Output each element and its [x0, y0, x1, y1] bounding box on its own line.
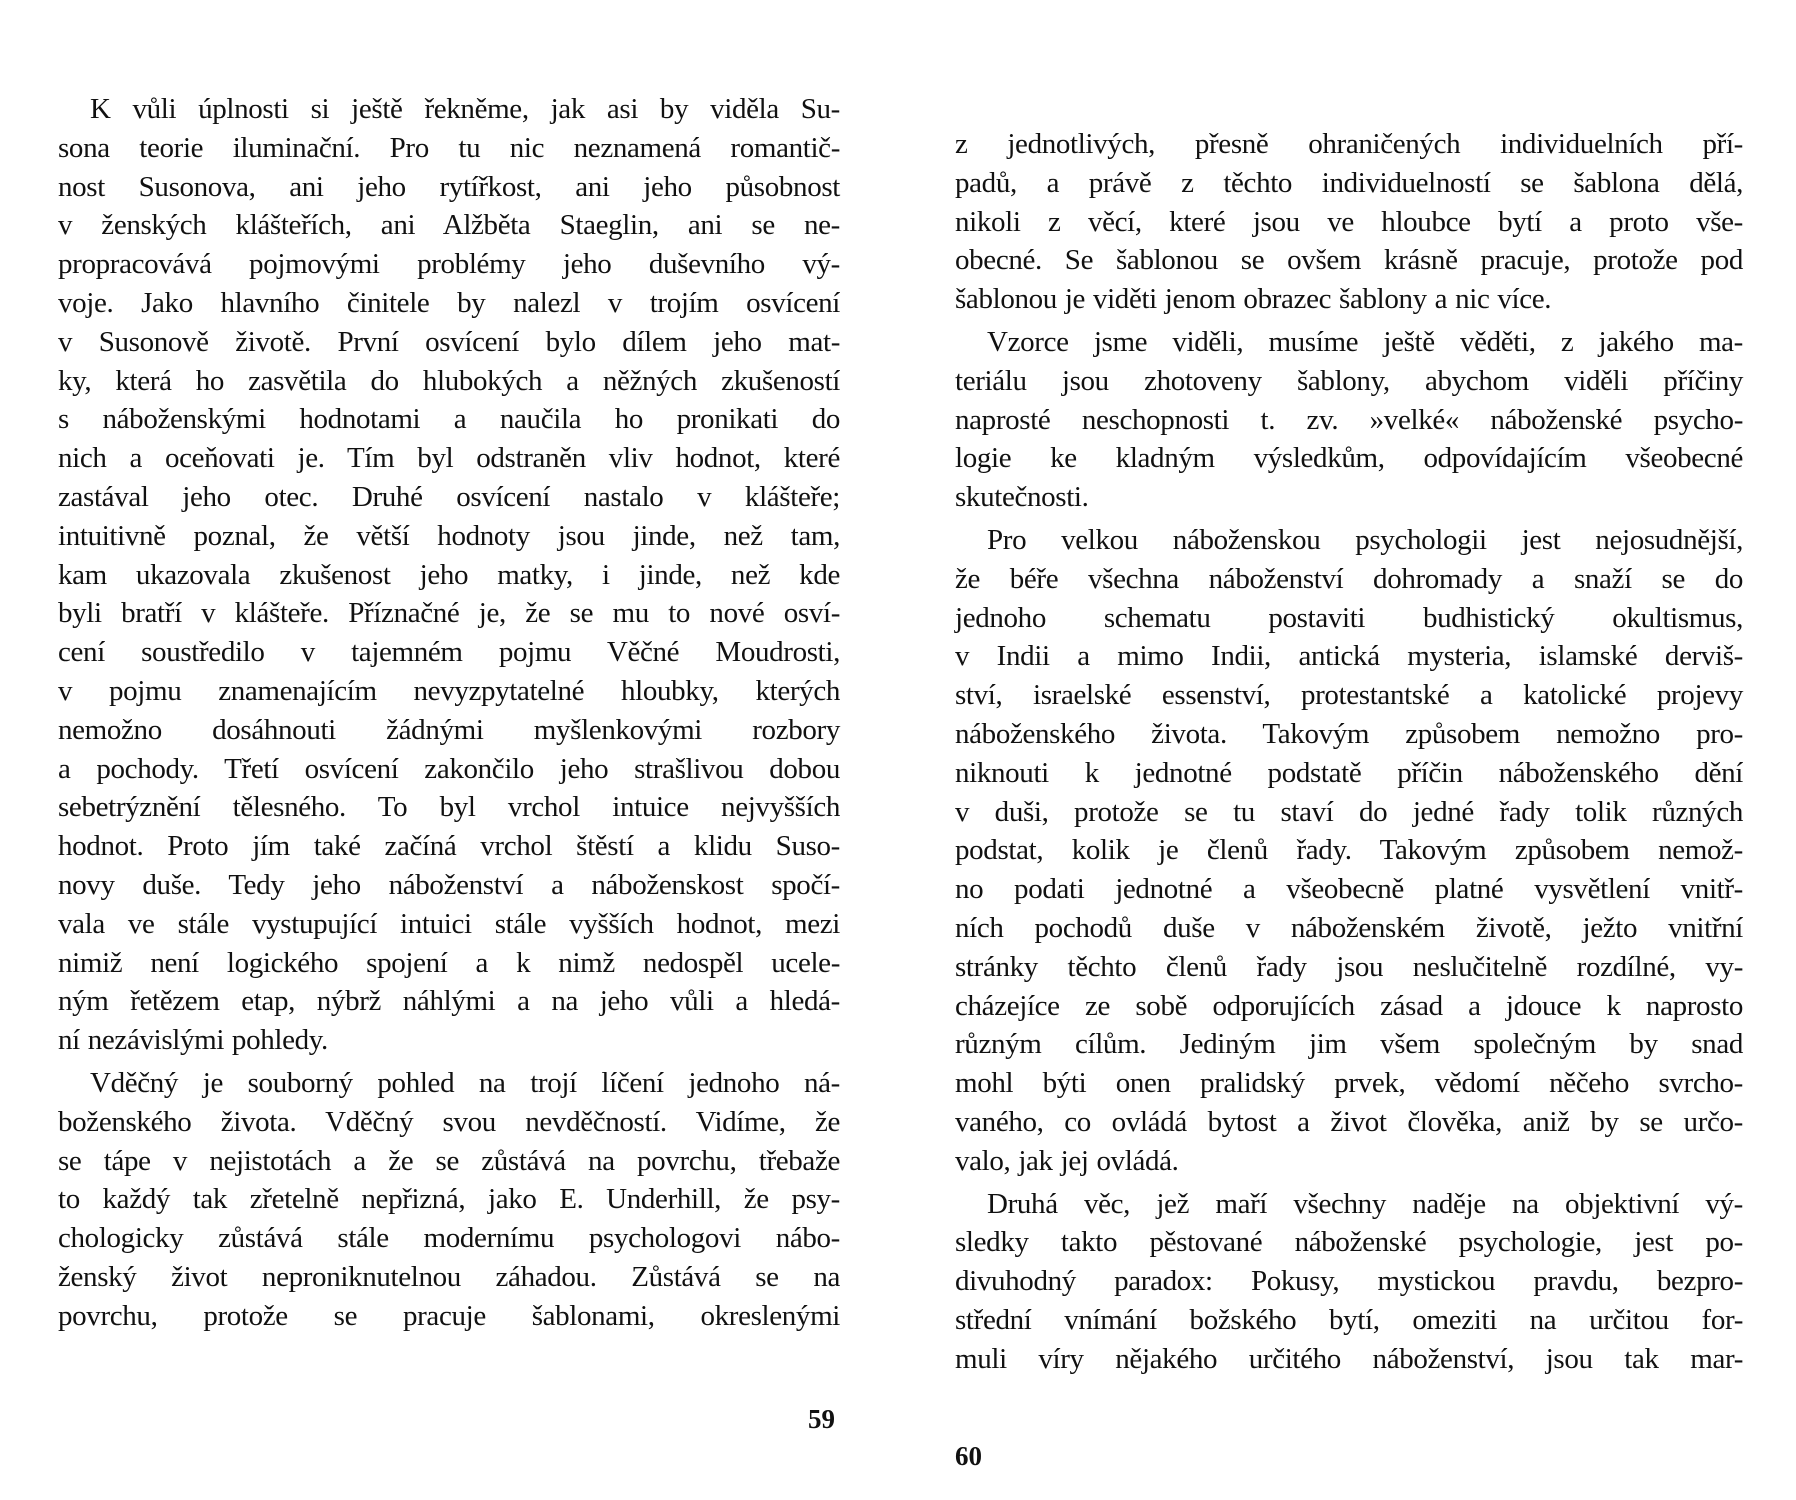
text-line: skutečnosti.: [955, 481, 1089, 514]
paragraph: [58, 1064, 840, 1336]
text-line: stránky těchto členů řady jsou neslučitelně rozdílné, vy-: [955, 950, 1743, 983]
text-line: v Susonově životě. První osvícení bylo dílem jeho mat-: [58, 325, 840, 358]
text-column-right: [955, 125, 1743, 1379]
text-line: ství, israelské essenství, protestantské a katolické projevy: [955, 679, 1743, 712]
page-number-60: 60: [955, 1441, 982, 1471]
text-line: no podati jednotné a všeobecně platné vysvětlení vnitř-: [955, 873, 1743, 906]
text-line: K vůli úplnosti si ještě řekněme, jak asi by viděla Su-: [90, 93, 840, 125]
text-line: sledky takto pěstované náboženské psychologie, jest po-: [955, 1226, 1743, 1259]
text-line: divuhodný paradox: Pokusy, mystickou pravdu, bezpro-: [955, 1265, 1743, 1298]
text-line: náboženského života. Takovým způsobem nemožno pro-: [955, 717, 1743, 750]
text-line: šablonou je viděti jenom obrazec šablony a nic více.: [955, 283, 1552, 316]
text-line: teriálu jsou zhotoveny šablony, abychom viděli příčiny: [955, 364, 1743, 397]
text-line: z jednotlivých, přesně ohraničených individuelních pří-: [955, 128, 1743, 160]
text-line: sona teorie iluminační. Pro tu nic neznamená romantič-: [58, 131, 840, 164]
text-line: mohl býti onen pralidský prvek, vědomí něčeho svrcho-: [955, 1067, 1743, 1100]
text-line: a pochody. Třetí osvícení zakončilo jeho strašlivou dobou: [58, 752, 840, 785]
paragraph: [955, 125, 1743, 319]
text-line: vaného, co ovládá bytost a život člověka, aniž by se určo-: [955, 1105, 1743, 1138]
text-line: naprosté neschopnosti t. zv. »velké« náboženské psycho-: [955, 403, 1743, 436]
text-line: to každý tak zřetelně nepřizná, jako E. Underhill, že psy-: [58, 1183, 840, 1216]
text-line: nost Susonova, ani jeho rytířkost, ani jeho působnost: [58, 170, 840, 203]
text-line: propracovává pojmovými problémy jeho duševního vý-: [58, 248, 840, 281]
text-line: sebetrýznění tělesného. To byl vrchol intuice nejvyšších: [58, 791, 840, 824]
text-line: padů, a právě z těchto individuelností se šablona dělá,: [955, 166, 1743, 199]
text-line: valo, jak jej ovládá.: [955, 1144, 1179, 1177]
text-line: nikoli z věcí, které jsou ve hloubce bytí a proto vše-: [955, 205, 1743, 238]
text-line: střední vnímání božského bytí, omeziti na určitou for-: [955, 1303, 1743, 1336]
text-line: že béře všechna náboženství dohromady a snaží se do: [955, 562, 1743, 595]
text-line: logie ke kladným výsledkům, odpovídajícím všeobecné: [955, 442, 1743, 475]
text-line: novy duše. Tedy jeho náboženství a náboženskost spočí-: [58, 868, 840, 901]
text-line: kam ukazovala zkušenost jeho matky, i jinde, než kde: [58, 558, 840, 591]
text-line: niknouti k jednotné podstatě příčin náboženského dění: [955, 756, 1743, 789]
text-line: ní nezávislými pohledy.: [58, 1024, 328, 1057]
text-line: cení soustředilo v tajemném pojmu Věčné Moudrosti,: [58, 636, 840, 669]
text-line: boženského života. Vděčný svou nevděčností. Vidíme, že: [58, 1105, 840, 1138]
text-line: ních pochodů duše v náboženském životě, ježto vnitřní: [955, 911, 1743, 944]
text-line: intuitivně poznal, že větší hodnoty jsou jinde, než tam,: [58, 519, 840, 552]
text-line: nemožno dosáhnouti žádnými myšlenkovými rozbory: [58, 713, 840, 746]
text-line: ným řetězem etap, nýbrž náhlými a na jeho vůli a hledá-: [58, 985, 840, 1018]
text-line: voje. Jako hlavního činitele by nalezl v trojím osvícení: [58, 286, 840, 319]
page-number-59: 59: [808, 1404, 835, 1434]
text-line: chologicky zůstává stále modernímu psychologovi nábo-: [58, 1222, 840, 1255]
paragraph: [955, 1185, 1743, 1379]
text-line: v Indii a mimo Indii, antická mysteria, islamské derviš-: [955, 640, 1743, 673]
text-line: obecné. Se šablonou se ovšem krásně pracuje, protože pod: [955, 244, 1743, 277]
text-line: v ženských klášteřích, ani Alžběta Staeglin, ani se ne-: [58, 209, 840, 242]
text-line: s náboženskými hodnotami a naučila ho pronikati do: [58, 403, 840, 436]
text-line: podstat, kolik je členů řady. Takovým způsobem nemož-: [955, 834, 1743, 867]
text-line: muli víry nějakého určitého náboženství, jsou tak mar-: [955, 1342, 1743, 1375]
text-line: Druhá věc, jež maří všechny naděje na objektivní vý-: [987, 1187, 1743, 1220]
paragraph: [955, 323, 1743, 517]
text-line: vala ve stále vystupující intuici stále vyšších hodnot, mezi: [58, 907, 840, 940]
text-line: jednoho schematu postaviti budhistický okultismus,: [955, 601, 1743, 634]
paragraph: [955, 521, 1743, 1181]
text-line: Vděčný je souborný pohled na trojí líčení jednoho ná-: [90, 1066, 840, 1099]
text-line: ky, která ho zasvětila do hlubokých a něžných zkušeností: [58, 364, 840, 397]
text-line: Pro velkou náboženskou psychologii jest nejosudnější,: [987, 523, 1743, 556]
text-line: různým cílům. Jediným jim všem společným by snad: [955, 1028, 1743, 1061]
text-line: byli bratří v klášteře. Příznačné je, že se mu to nové osví-: [58, 597, 840, 630]
paragraph: [58, 90, 840, 1060]
text-line: hodnot. Proto jím také začíná vrchol štěstí a klidu Suso-: [58, 830, 840, 863]
text-line: Vzorce jsme viděli, musíme ještě věděti, z jakého ma-: [987, 325, 1743, 358]
text-line: nich a oceňovati je. Tím byl odstraněn vliv hodnot, které: [58, 442, 840, 475]
text-line: zastával jeho otec. Druhé osvícení nastalo v klášteře;: [58, 480, 840, 513]
text-line: nimiž není logického spojení a k nimž nedospěl ucele-: [58, 946, 840, 979]
text-line: se tápe v nejistotách a že se zůstává na povrchu, třebaže: [58, 1144, 840, 1177]
text-line: v duši, protože se tu staví do jedné řady tolik různých: [955, 795, 1743, 828]
text-line: povrchu, protože se pracuje šablonami, okreslenými: [58, 1299, 840, 1332]
text-column-left: [58, 90, 840, 1336]
text-line: cházejíce ze sobě odporujících zásad a jdouce k naprosto: [955, 989, 1743, 1022]
text-line: ženský život neproniknutelnou záhadou. Zůstává se na: [58, 1260, 840, 1293]
text-line: v pojmu znamenajícím nevyzpytatelné hloubky, kterých: [58, 674, 840, 707]
